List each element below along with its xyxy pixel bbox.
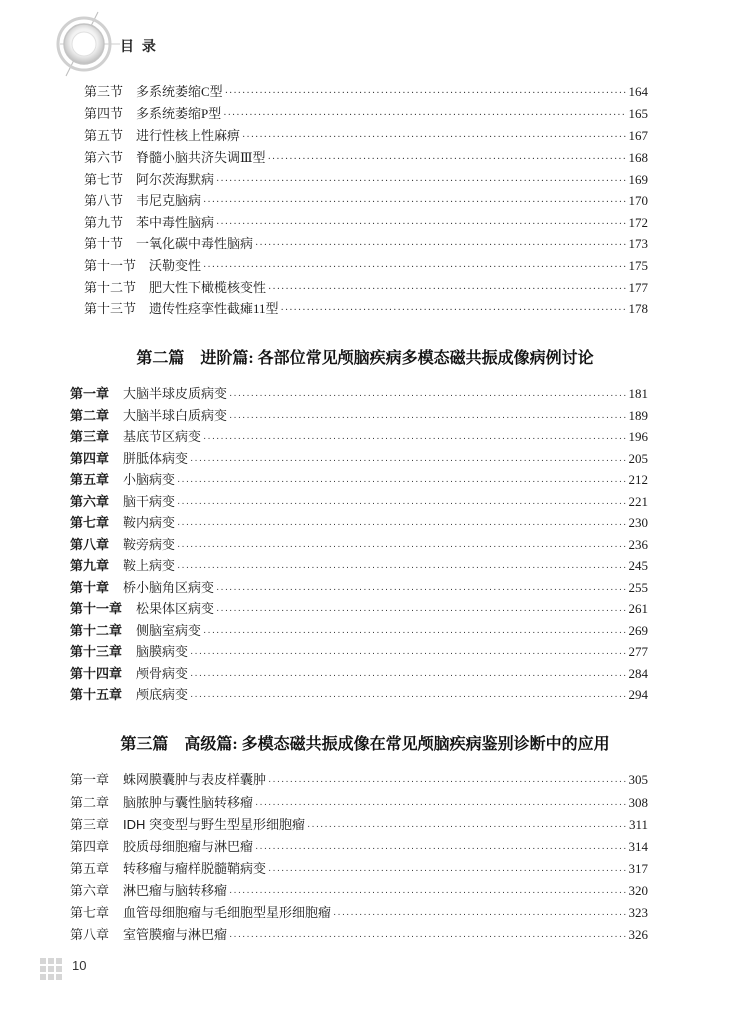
toc-entry-page: 294 xyxy=(628,687,648,702)
toc-leader xyxy=(177,471,626,492)
toc-leader xyxy=(281,300,627,321)
toc-entry[interactable] xyxy=(70,814,648,835)
toc-entry-number: 第七章 xyxy=(70,905,110,920)
toc-entry-title: 鞍旁病变 xyxy=(123,537,176,552)
toc-entry-number: 第十节 xyxy=(84,236,124,251)
toc-entry-page: 269 xyxy=(628,623,648,638)
toc-entry[interactable] xyxy=(70,598,648,619)
toc-entry-number: 第五章 xyxy=(70,861,110,876)
toc-entry-page: 172 xyxy=(628,215,648,230)
toc-leader xyxy=(203,428,626,449)
toc-entry-page: 165 xyxy=(628,106,648,121)
toc-entry-number: 第八章 xyxy=(70,537,110,552)
toc-entry-title: 侧脑室病变 xyxy=(136,623,202,638)
toc-entry[interactable] xyxy=(70,902,648,923)
page-number: 10 xyxy=(72,958,87,973)
toc-leader xyxy=(255,794,626,815)
toc-entry-page: 236 xyxy=(628,537,648,552)
toc-leader xyxy=(307,816,627,837)
toc-entry-page: 317 xyxy=(628,861,648,876)
toc-entry-page: 169 xyxy=(628,172,648,187)
toc-leader xyxy=(203,622,626,643)
toc-leader xyxy=(242,127,626,148)
toc-entry-title: 蛛网膜囊肿与表皮样囊肿 xyxy=(123,772,267,787)
toc-entry-page: 168 xyxy=(628,150,648,165)
toc-entry-title: 一氧化碳中毒性脑病 xyxy=(136,236,254,251)
toc-leader xyxy=(190,450,626,471)
toc-entry-number: 第十二节 xyxy=(84,280,137,295)
toc-entry-title: 胼胝体病变 xyxy=(123,451,189,466)
toc-entry[interactable] xyxy=(70,448,648,469)
toc-entry-number: 第二章 xyxy=(70,408,110,423)
toc-leader xyxy=(190,643,626,664)
toc-leader xyxy=(216,214,626,235)
toc-leader xyxy=(203,192,626,213)
toc-entry-number: 第三节 xyxy=(84,84,124,99)
toc-entry-title: 鞍上病变 xyxy=(123,558,176,573)
toc-entry-page: 167 xyxy=(628,128,648,143)
toc-entry-number: 第十三节 xyxy=(84,301,137,316)
toc-leader xyxy=(190,686,626,707)
toc-entry-page: 255 xyxy=(628,580,648,595)
toc-entry[interactable] xyxy=(70,924,648,945)
toc-entry[interactable] xyxy=(70,858,648,879)
toc-entry[interactable] xyxy=(70,836,648,857)
toc-entry-page: 205 xyxy=(628,451,648,466)
toc-entry-title: IDH 突变型与野生型星形细胞瘤 xyxy=(123,817,306,832)
toc-entry-number: 第九章 xyxy=(70,558,110,573)
toc-entry-title: 多系统萎缩C型 xyxy=(136,84,223,99)
toc-entry[interactable] xyxy=(70,684,648,705)
toc-entry-number: 第十一节 xyxy=(84,258,137,273)
toc-entry[interactable] xyxy=(84,147,648,168)
part-heading: 第二篇 进阶篇: 各部位常见颅脑疾病多模态磁共振成像病例讨论 xyxy=(136,350,594,367)
toc-entry[interactable] xyxy=(84,212,648,233)
toc-entry-title: 室管膜瘤与淋巴瘤 xyxy=(123,927,228,942)
toc-entry[interactable] xyxy=(84,81,648,102)
toc-entry[interactable] xyxy=(84,190,648,211)
toc-entry-page: 284 xyxy=(628,666,648,681)
toc-entry-page: 311 xyxy=(628,817,648,832)
toc-entry-title: 胶质母细胞瘤与淋巴瘤 xyxy=(123,839,254,854)
toc-entry[interactable] xyxy=(70,491,648,512)
toc-entry-number: 第十章 xyxy=(70,580,110,595)
toc-entry-number: 第一章 xyxy=(70,772,110,787)
toc-entry[interactable] xyxy=(70,405,648,426)
toc-entry-title: 桥小脑角区病变 xyxy=(123,580,215,595)
toc-entry-title: 转移瘤与瘤样脱髓鞘病变 xyxy=(123,861,267,876)
toc-entry-number: 第三章 xyxy=(70,429,110,444)
toc-entry[interactable] xyxy=(70,769,648,790)
toc-entry[interactable] xyxy=(84,277,648,298)
toc-entry-title: 颅骨病变 xyxy=(136,666,189,681)
toc-leader xyxy=(268,149,627,170)
toc-entry-page: 314 xyxy=(628,839,648,854)
toc-leader xyxy=(216,600,626,621)
toc-entry-number: 第六章 xyxy=(70,494,110,509)
toc-entry-number: 第四章 xyxy=(70,451,110,466)
toc-entry-page: 196 xyxy=(628,429,648,444)
toc-entry[interactable] xyxy=(70,426,648,447)
toc-leader xyxy=(255,235,626,256)
toc-entry-title: 小脑病变 xyxy=(123,472,176,487)
toc-entry-title: 阿尔茨海默病 xyxy=(136,172,215,187)
toc-entry[interactable] xyxy=(70,534,648,555)
toc-entry-page: 189 xyxy=(628,408,648,423)
toc-entry-title: 进行性核上性麻痹 xyxy=(136,128,241,143)
toc-leader xyxy=(268,279,626,300)
toc-entry-number: 第七节 xyxy=(84,172,124,187)
toc-entry-title: 肥大性下橄榄核变性 xyxy=(149,280,267,295)
toc-entry-number: 第十二章 xyxy=(70,623,123,638)
toc-entry-title: 苯中毒性脑病 xyxy=(136,215,215,230)
header-ring-ornament-icon xyxy=(0,0,130,80)
toc-entry-number: 第三章 xyxy=(70,817,110,832)
toc-entry-title: 遗传性痉挛性截瘫11型 xyxy=(149,301,279,316)
toc-entry-number: 第十三章 xyxy=(70,644,123,659)
toc-entry-number: 第九节 xyxy=(84,215,124,230)
toc-entry[interactable] xyxy=(70,469,648,490)
toc-entry[interactable] xyxy=(70,620,648,641)
toc-leader xyxy=(229,882,626,903)
toc-leader xyxy=(203,257,626,278)
toc-entry-page: 221 xyxy=(628,494,648,509)
toc-entry-page: 178 xyxy=(628,301,648,316)
toc-entry-title: 大脑半球皮质病变 xyxy=(123,386,228,401)
toc-entry-number: 第十四章 xyxy=(70,666,123,681)
toc-entry-title: 颅底病变 xyxy=(136,687,189,702)
toc-entry-title: 基底节区病变 xyxy=(123,429,202,444)
toc-entry[interactable] xyxy=(84,103,648,124)
toc-entry[interactable] xyxy=(84,298,648,319)
toc-leader xyxy=(216,579,626,600)
toc-entry[interactable] xyxy=(84,169,648,190)
toc-entry-page: 261 xyxy=(628,601,648,616)
toc-leader xyxy=(177,493,626,514)
toc-leader xyxy=(216,171,626,192)
toc-entry[interactable] xyxy=(84,233,648,254)
toc-entry-title: 韦尼克脑病 xyxy=(136,193,202,208)
toc-leader xyxy=(255,838,626,859)
toc-entry-title: 松果体区病变 xyxy=(136,601,215,616)
toc-entry-page: 170 xyxy=(628,193,648,208)
toc-entry-page: 212 xyxy=(628,472,648,487)
toc-entry-page: 320 xyxy=(628,883,648,898)
toc-entry-page: 173 xyxy=(628,236,648,251)
toc-entry-title: 脊髓小脑共济失调Ⅲ型 xyxy=(136,150,266,165)
toc-entry-title: 多系统萎缩P型 xyxy=(136,106,222,121)
toc-entry-page: 323 xyxy=(628,905,648,920)
toc-entry-title: 血管母细胞瘤与毛细胞型星形细胞瘤 xyxy=(123,905,332,920)
toc-entry-number: 第八节 xyxy=(84,193,124,208)
toc-entry[interactable] xyxy=(84,125,648,146)
toc-entry-page: 308 xyxy=(628,795,648,810)
footer-grid-icon xyxy=(40,958,64,982)
toc-entry-page: 181 xyxy=(628,386,648,401)
toc-leader xyxy=(229,926,626,947)
toc-entry[interactable] xyxy=(70,663,648,684)
toc-entry-title: 淋巴瘤与脑转移瘤 xyxy=(123,883,228,898)
toc-entry-page: 175 xyxy=(628,258,648,273)
toc-leader xyxy=(229,385,626,406)
toc-entry[interactable] xyxy=(70,555,648,576)
toc-entry-page: 245 xyxy=(628,558,648,573)
toc-entry-number: 第四节 xyxy=(84,106,124,121)
toc-entry-number: 第五章 xyxy=(70,472,110,487)
toc-entry-number: 第二章 xyxy=(70,795,110,810)
toc-leader xyxy=(225,83,627,104)
toc-leader xyxy=(268,860,626,881)
toc-entry-title: 脑膜病变 xyxy=(136,644,189,659)
toc-entry-number: 第六章 xyxy=(70,883,110,898)
toc-entry-title: 沃勒变性 xyxy=(149,258,202,273)
toc-leader xyxy=(177,514,626,535)
toc-entry-number: 第八章 xyxy=(70,927,110,942)
toc-entry[interactable] xyxy=(70,792,648,813)
toc-entry-number: 第十一章 xyxy=(70,601,123,616)
toc-entry-number: 第六节 xyxy=(84,150,124,165)
toc-entry-number: 第一章 xyxy=(70,386,110,401)
toc-entry-page: 230 xyxy=(628,515,648,530)
toc-entry-number: 第五节 xyxy=(84,128,124,143)
toc-entry[interactable] xyxy=(70,641,648,662)
toc-entry-page: 277 xyxy=(628,644,648,659)
toc-entry-page: 326 xyxy=(628,927,648,942)
toc-entry[interactable] xyxy=(70,383,648,404)
toc-entry[interactable] xyxy=(84,255,648,276)
toc-entry-title: 脑干病变 xyxy=(123,494,176,509)
toc-leader xyxy=(229,407,626,428)
toc-leader xyxy=(223,105,626,126)
part-heading: 第三篇 高级篇: 多模态磁共振成像在常见颅脑疾病鉴别诊断中的应用 xyxy=(120,736,610,753)
toc-entry[interactable] xyxy=(70,512,648,533)
toc-leader xyxy=(268,771,626,792)
toc-entry[interactable] xyxy=(70,577,648,598)
header-title: 目 录 xyxy=(120,38,158,54)
toc-entry-page: 305 xyxy=(628,772,648,787)
toc-entry-title: 鞍内病变 xyxy=(123,515,176,530)
toc-entry-page: 177 xyxy=(628,280,648,295)
toc-leader xyxy=(177,536,626,557)
page-header xyxy=(0,0,730,80)
toc-entry[interactable] xyxy=(70,880,648,901)
toc-entry-number: 第四章 xyxy=(70,839,110,854)
toc-entry-number: 第七章 xyxy=(70,515,110,530)
toc-leader xyxy=(333,904,626,925)
toc-entry-page: 164 xyxy=(628,84,648,99)
toc-entry-title: 大脑半球白质病变 xyxy=(123,408,228,423)
toc-leader xyxy=(177,557,626,578)
toc-entry-number: 第十五章 xyxy=(70,687,123,702)
toc-entry-title: 脑脓肿与囊性脑转移瘤 xyxy=(123,795,254,810)
toc-leader xyxy=(190,665,626,686)
